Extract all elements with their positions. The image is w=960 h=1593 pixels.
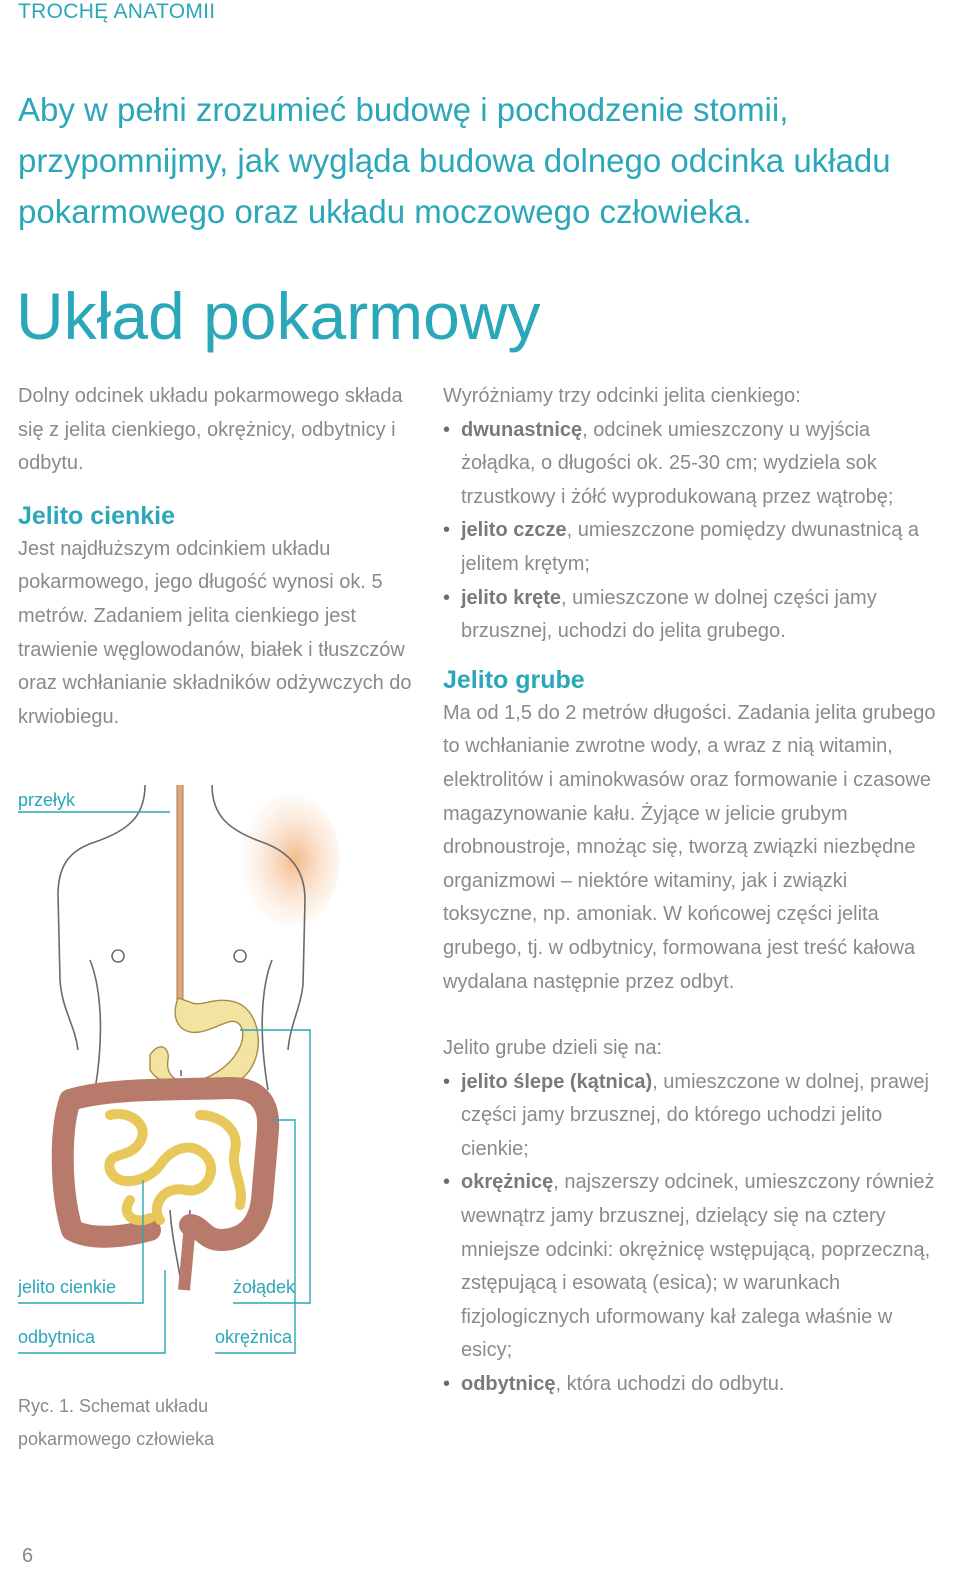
left-paragraph-1: Dolny odcinek układu pokarmowego składa się z jelita cienkiego, okrężnicy, odbytnicy i odbytu. bbox=[18, 385, 403, 475]
large-intestine-parts bbox=[443, 1066, 943, 1402]
intro-paragraph: Aby w pełni zrozumieć budowę i pochodzenie stomii, przypomnijmy, jak wygląda budowa dolnego odcinka układu pokarmowego oraz układu moczowego człowieka. bbox=[18, 91, 891, 230]
small-intestine-intro: Wyróżniamy trzy odcinki jelita cienkiego: bbox=[443, 385, 801, 407]
label-small-intestine: jelito cienkie bbox=[18, 1277, 117, 1297]
heading-large-intestine: Jelito grube bbox=[443, 665, 585, 694]
left-column bbox=[18, 380, 418, 734]
stomach bbox=[150, 998, 258, 1090]
label-colon: okrężnica bbox=[215, 1327, 293, 1347]
page-number: 6 bbox=[22, 1545, 34, 1567]
page-title: Układ pokarmowy bbox=[16, 279, 541, 353]
small-intestine bbox=[109, 1114, 241, 1220]
left-paragraph-2: Jest najdłuższym odcinkiem układu pokarmowego, jego długość wynosi ok. 5 metrów. Zadaniem jelita cienkiego jest trawienie węglowodanów, białek i tłuszczów oraz wchłanianie składników odżywczych do krwiobiegu. bbox=[18, 537, 412, 728]
rectum bbox=[184, 1225, 190, 1290]
figure-caption: Ryc. 1. Schemat układu pokarmowego człowieka bbox=[18, 1396, 215, 1449]
list-item: • jelito czcze, umieszczone pomiędzy dwunastnicą a jelitem krętym; bbox=[443, 514, 943, 581]
label-rectum: odbytnica bbox=[18, 1327, 96, 1347]
large-intestine-paragraph: Ma od 1,5 do 2 metrów długości. Zadania jelita grubego to wchłanianie zwrotne wody, a wraz z nią witamin, elektrolitów i aminokwasów oraz formowanie i czasowe magazynowanie kału. Żyjące w jelicie grubym drobnoustroje, mnożąc się, tworzą związki niezbędne organizmowi – niektóre witaminy, jak i związki toksyczne, np. amoniak. W końcowej części jelita grubego, tj. w odbytnicy, formowana jest treść kałowa wydalana następnie przez odbyt. bbox=[443, 701, 936, 993]
large-intestine-intro: Jelito grube dzieli się na: bbox=[443, 1037, 663, 1060]
list-item: • odbytnicę, która uchodzi do odbytu. bbox=[443, 1368, 943, 1402]
list-item: • okrężnicę, najszerszy odcinek, umieszczony również wewnątrz jamy brzusznej, dzielący się na cztery mniejsze odcinki: okrężnicę wstępującą, poprzeczną, zstępującą i esowatą (esica); w warunkach fizjologicznych uformowany kał zalega właśnie w esicy; bbox=[443, 1166, 943, 1368]
right-column bbox=[443, 380, 943, 1402]
list-item: • dwunastnicę, odcinek umieszczony u wyjścia żołądka, o długości ok. 25-30 cm; wydziela sok trzustkowy i żółć wyprodukowaną przez wątrobę; bbox=[443, 414, 943, 515]
heading-small-intestine: Jelito cienkie bbox=[18, 501, 176, 530]
list-item: • jelito ślepe (kątnica), umieszczone w dolnej, prawej części jamy brzusznej, do którego uchodzi jelito cienkie; bbox=[443, 1066, 943, 1167]
list-item: • jelito kręte, umieszczone w dolnej części jamy brzusznej, uchodzi do jelita grubego. bbox=[443, 582, 943, 649]
small-intestine-parts bbox=[443, 414, 943, 649]
label-stomach: żołądek bbox=[233, 1277, 296, 1297]
label-esophagus: przełyk bbox=[18, 790, 76, 810]
section-label: TROCHĘ ANATOMII bbox=[18, 0, 216, 23]
